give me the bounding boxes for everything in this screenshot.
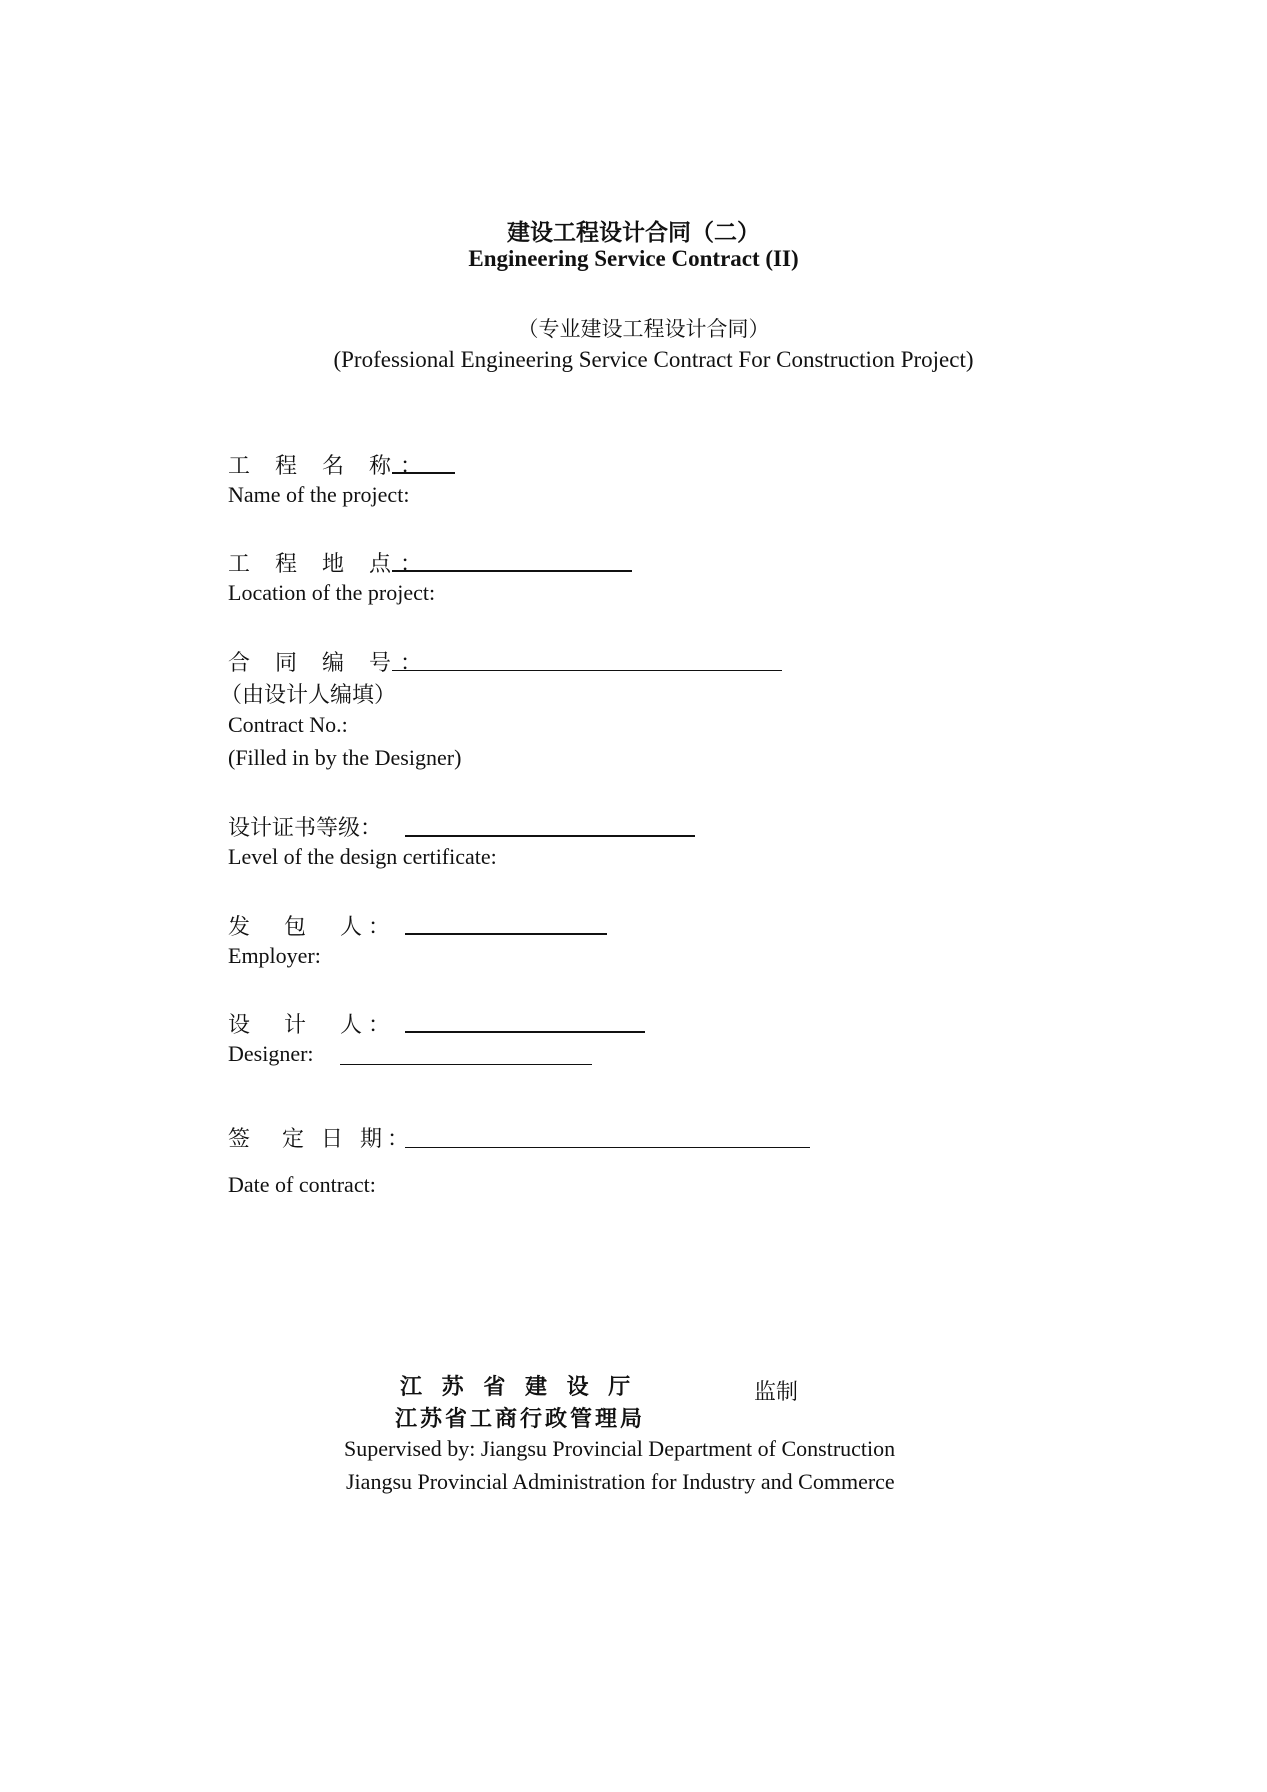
designer-label-cn: 设 计 人：	[228, 1013, 397, 1038]
employer-label-en: Employer:	[228, 943, 321, 968]
footer-supervised-en-2: Jiangsu Provincial Administration for Industry and Commerce	[346, 1469, 895, 1494]
location-label-en: Location of the project:	[228, 580, 436, 605]
contract-no-note-cn: （由设计人编填）	[220, 683, 397, 708]
contract-no-label-cn: 合 同 编 号：	[228, 651, 431, 676]
title-en: Engineering Service Contract (II)	[468, 246, 799, 271]
certificate-label-cn: 设计证书等级：	[228, 816, 383, 841]
certificate-blank[interactable]	[405, 835, 695, 837]
contract-no-label-en: Contract No.:	[228, 712, 348, 737]
designer-blank-cn[interactable]	[405, 1031, 645, 1033]
designer-blank-en[interactable]	[340, 1064, 592, 1065]
footer-supervised-en-1: Supervised by: Jiangsu Provincial Department of Construction	[344, 1436, 896, 1461]
location-blank[interactable]	[392, 570, 632, 572]
footer-supervise-cn: 监制	[754, 1380, 799, 1405]
subtitle-cn: （专业建设工程设计合同）	[517, 317, 770, 341]
subtitle-en: (Professional Engineering Service Contract For Construction Project)	[333, 347, 974, 372]
project-name-label-en: Name of the project:	[228, 482, 410, 507]
contract-no-blank[interactable]	[392, 670, 782, 671]
date-label-en: Date of contract:	[228, 1172, 376, 1197]
designer-label-en: Designer:	[228, 1041, 314, 1066]
date-blank[interactable]	[405, 1147, 810, 1148]
employer-label-cn: 发 包 人：	[228, 915, 397, 940]
location-label-cn: 工 程 地 点：	[228, 552, 431, 577]
contract-no-note-en: (Filled in by the Designer)	[228, 745, 462, 770]
footer-org1-cn: 江 苏 省 建 设 厅	[400, 1375, 637, 1400]
project-name-label-cn: 工 程 名 称：	[228, 454, 431, 479]
certificate-label-en: Level of the design certificate:	[228, 844, 497, 869]
date-label-cn: 签 定 日 期：	[228, 1127, 414, 1152]
footer-org2-cn: 江苏省工商行政管理局	[395, 1407, 646, 1432]
employer-blank[interactable]	[405, 933, 607, 935]
project-name-blank[interactable]	[392, 472, 455, 474]
title-cn: 建设工程设计合同（二）	[507, 220, 760, 246]
